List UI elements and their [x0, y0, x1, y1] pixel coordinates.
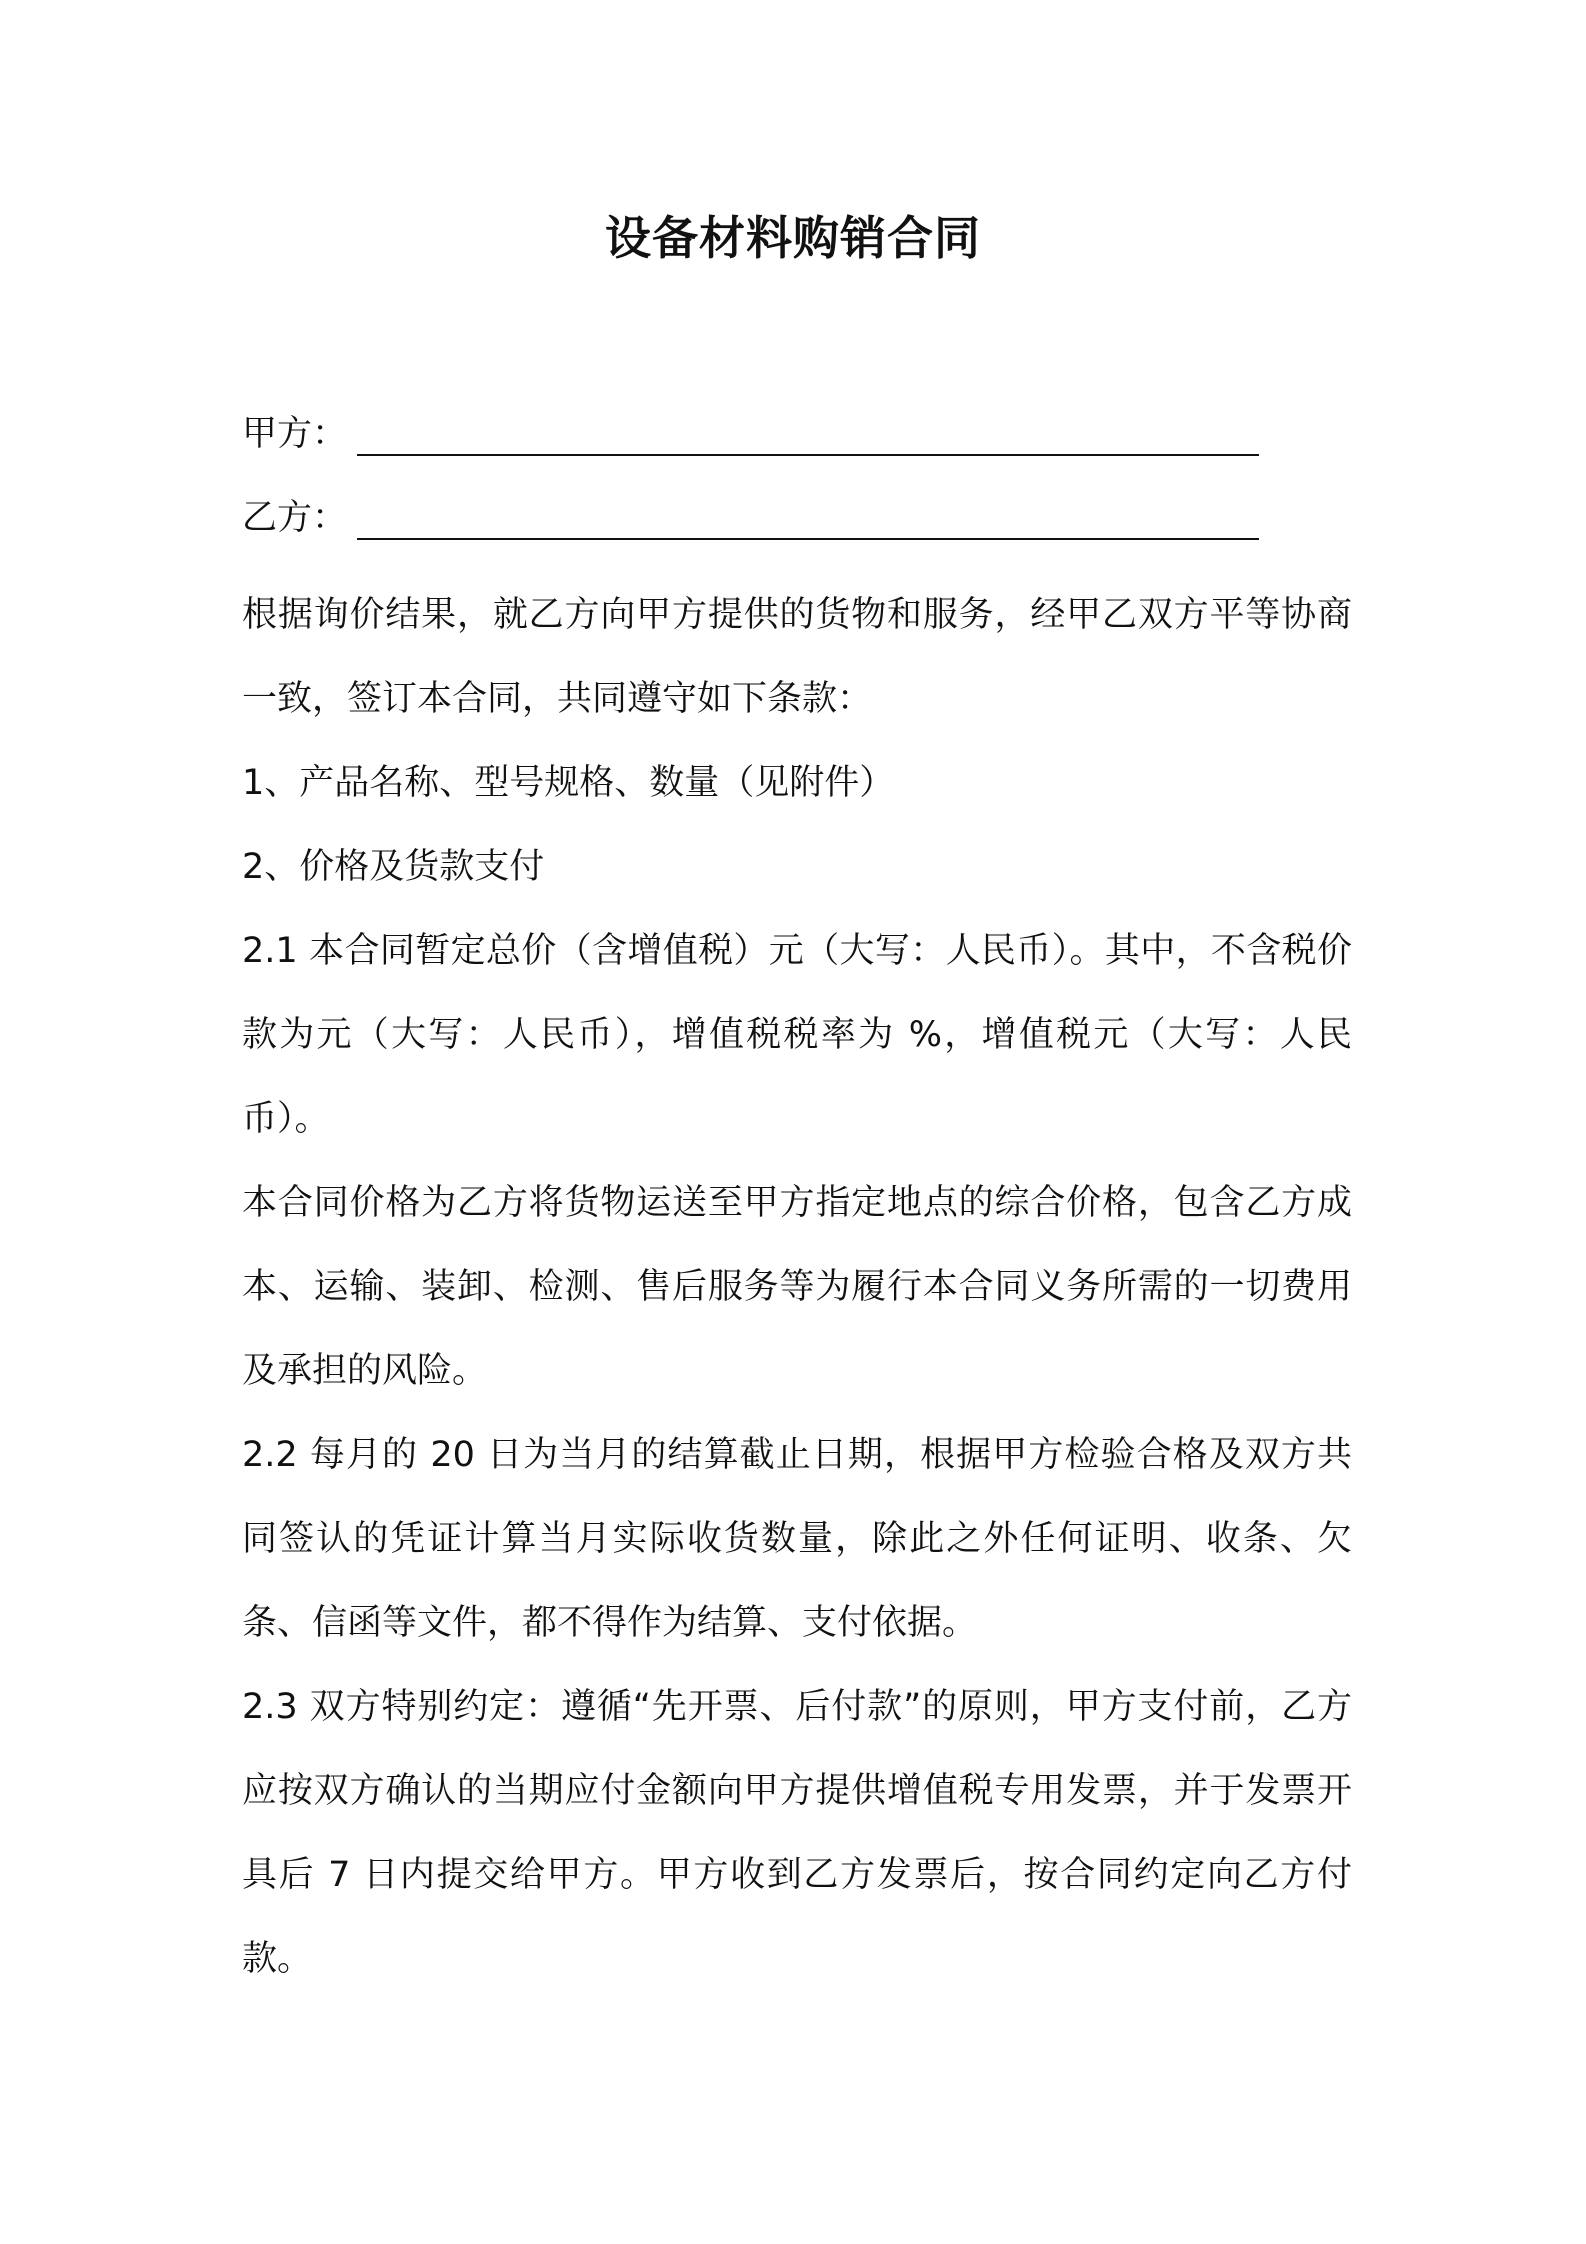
party-b-row [242, 488, 1262, 548]
party-a-label: 甲方： [242, 414, 348, 454]
clause-2-2-paragraph: 2.2 每月的 20 日为当月的结算截止日期，根据甲方检验合格及双方共同签认的凭证计算当月实际收货数量，除此之外任何证明、收条、欠条、信函等文件，都不得作为结算、支付依据。 [242, 1435, 1352, 1643]
price-scope-paragraph: 本合同价格为乙方将货物运送至甲方指定地点的综合价格，包含乙方成本、运输、装卸、检测、售后服务等为履行本合同义务所需的一切费用及承担的风险。 [242, 1183, 1352, 1391]
clause-1-heading: 1、产品名称、型号规格、数量（见附件） [242, 763, 895, 803]
party-b-label: 乙方： [242, 498, 348, 538]
party-b-blank-line [357, 538, 1259, 540]
clause-2-heading: 2、价格及货款支付 [242, 847, 545, 887]
party-a-blank-line [357, 454, 1259, 456]
clause-2-1-paragraph: 2.1 本合同暂定总价（含增值税）元（大写：人民币）。其中，不含税价款为元（大写：人民币），增值税税率为 %，增值税元（大写：人民币）。 [242, 931, 1352, 1139]
contract-body [242, 573, 1352, 2001]
party-a-row [242, 404, 1262, 464]
intro-paragraph: 根据询价结果，就乙方向甲方提供的货物和服务，经甲乙双方平等协商一致，签订本合同，共同遵守如下条款： [242, 595, 1352, 719]
clause-2-3-paragraph: 2.3 双方特别约定：遵循“先开票、后付款”的原则，甲方支付前，乙方应按双方确认的当期应付金额向甲方提供增值税专用发票，并于发票开具后 7 日内提交给甲方。甲方收到乙方发票后，按合同约定向乙方付款。 [242, 1687, 1352, 1979]
document-title: 设备材料购销合同 [605, 211, 981, 265]
